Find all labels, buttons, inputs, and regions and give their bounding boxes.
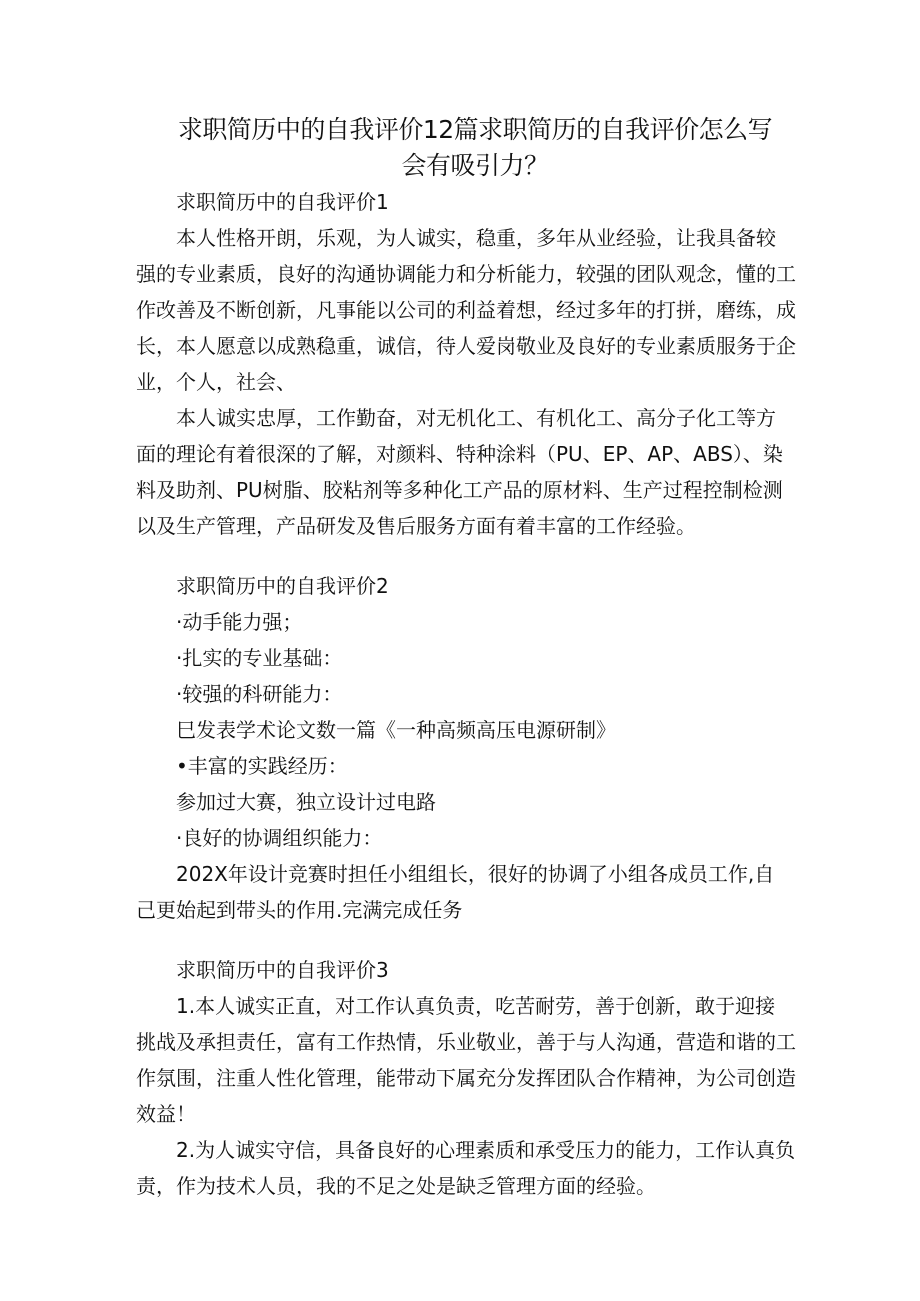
section-3-paragraph-2-line-2: 责，作为技术人员，我的不足之处是缺乏管理方面的经验。 <box>136 1174 656 1198</box>
section-3-paragraph-1-line-1: 1.本人诚实正直，对工作认真负责，吃苦耐劳，善于创新，敢于迎接 <box>176 994 776 1018</box>
section-2-heading: 求职简历中的自我评价2 <box>176 574 389 598</box>
section-1-paragraph-1-line-2: 强的专业素质，良好的沟通协调能力和分析能力，较强的团队观念，懂的工 <box>136 262 796 286</box>
section-2-paragraph-line-1: 202X年设计竞赛时担任小组组长，很好的协调了小组各成员工作,自 <box>176 862 775 886</box>
section-1-paragraph-2-line-2: 面的理论有着很深的了解，对颜料、特种涂料（PU、EP、AP、ABS）、染 <box>136 442 783 466</box>
section-2-item-3: ·较强的科研能力： <box>176 682 343 706</box>
section-1-paragraph-1-line-5: 业，个人，社会、 <box>136 370 296 394</box>
section-3-paragraph-2-line-1: 2.为人诚实守信，具备良好的心理素质和承受压力的能力，工作认真负 <box>176 1138 796 1162</box>
section-2-item-2: ·扎实的专业基础： <box>176 646 343 670</box>
section-1-paragraph-2-line-4: 以及生产管理，产品研发及售后服务方面有着丰富的工作经验。 <box>136 514 696 538</box>
title-line-2: 会有吸引力？ <box>401 151 549 180</box>
section-3-paragraph-1-line-3: 作氛围，注重人性化管理，能带动下属充分发挥团队合作精神，为公司创造 <box>136 1066 796 1090</box>
section-1-paragraph-1-line-4: 长，本人愿意以成熟稳重，诚信，待人爱岗敬业及良好的专业素质服务于企 <box>136 334 796 358</box>
section-1-paragraph-1-line-3: 作改善及不断创新，凡事能以公司的利益着想，经过多年的打拼，磨练，成 <box>136 298 796 322</box>
section-2-item-7: ·良好的协调组织能力： <box>176 826 383 850</box>
section-2-item-5: •丰富的实践经历： <box>176 754 348 778</box>
section-1-paragraph-2-line-1: 本人诚实忠厚，工作勤奋，对无机化工、有机化工、高分子化工等方 <box>176 406 776 430</box>
section-2-item-1: ·动手能力强； <box>176 610 303 634</box>
title-line-1: 求职简历中的自我评价12篇求职简历的自我评价怎么写 <box>177 115 773 144</box>
document-title <box>150 112 800 184</box>
section-2-item-4: 巳发表学术论文数一篇《一种高频高压电源研制》 <box>176 718 616 742</box>
section-2-paragraph-line-2: 己更始起到带头的作用.完满完成任务 <box>136 898 463 922</box>
section-1-heading: 求职简历中的自我评价1 <box>176 190 389 214</box>
section-3-heading: 求职简历中的自我评价3 <box>176 958 389 982</box>
section-1-paragraph-2-line-3: 料及助剂、PU树脂、胶粘剂等多种化工产品的原材料、生产过程控制检测 <box>136 478 783 502</box>
section-2-item-6: 参加过大赛，独立设计过电路 <box>176 790 436 814</box>
section-3-paragraph-1-line-2: 挑战及承担责任，富有工作热情，乐业敬业，善于与人沟通，营造和谐的工 <box>136 1030 796 1054</box>
section-3-paragraph-1-line-4: 效益！ <box>136 1102 196 1126</box>
section-1-paragraph-1-line-1: 本人性格开朗，乐观，为人诚实，稳重，多年从业经验，让我具备较 <box>176 226 776 250</box>
